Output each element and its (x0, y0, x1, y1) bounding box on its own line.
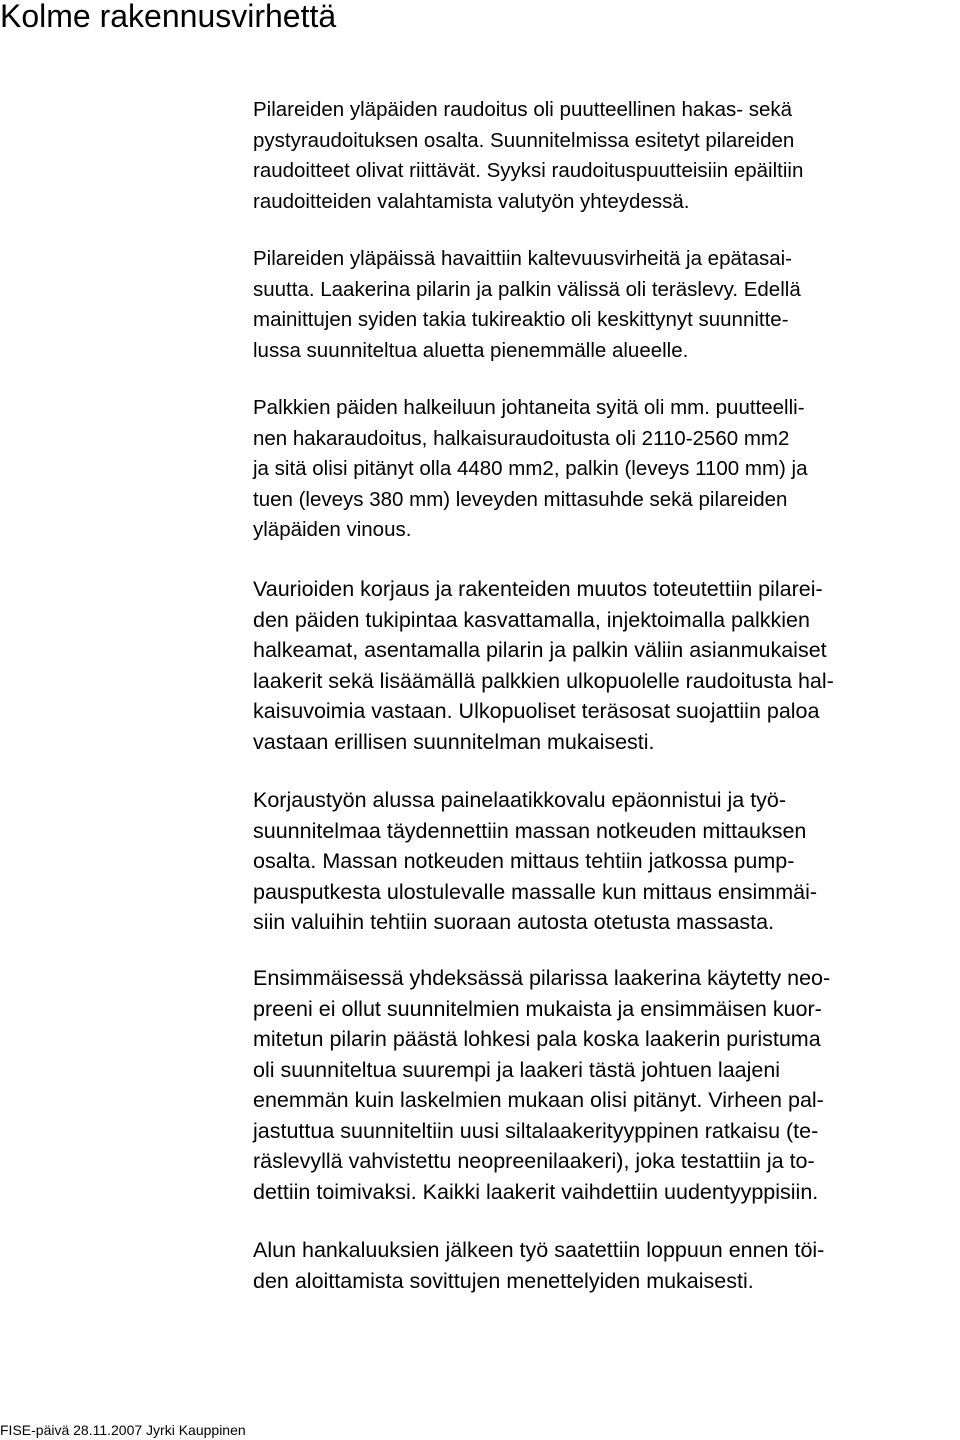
paragraph-1 (253, 95, 960, 217)
text-line: Palkkien päiden halkeiluun johtaneita syitä oli mm. puutteelli- (253, 396, 805, 419)
text-line: räslevyllä vahvistettu neopreenilaakeri), joka testattiin ja to- (253, 1149, 815, 1173)
text-line: preeni ei ollut suunnitelmien mukaista ja ensimmäisen kuor- (253, 996, 822, 1021)
text-line: suunnitelmaa täydennettiin massan notkeuden mittauksen (253, 818, 807, 843)
text-line: raudoitteet olivat riittävät. Syyksi raudoituspuutteisiin epäiltiin (253, 159, 804, 182)
paragraph-6 (253, 963, 960, 1207)
text-line: Pilareiden yläpäiden raudoitus oli puutteellinen hakas- sekä (253, 98, 793, 121)
text-line: Vaurioiden korjaus ja rakenteiden muutos toteutettiin pilarei- (253, 577, 823, 601)
text-line: raudoitteiden valahtamista valutyön yhteydessä. (253, 189, 690, 213)
text-line: den aloittamista sovittujen menettelyiden mukaisesti. (253, 1268, 754, 1293)
paragraph-5 (253, 785, 960, 938)
text-line: pystyraudoituksen osalta. Suunnitelmissa esitetyt pilareiden (253, 128, 795, 152)
text-line: siin valuihin tehtiin suoraan autosta otetusta massasta. (253, 910, 775, 934)
text-line: yläpäiden vinous. (253, 518, 412, 541)
text-line: suutta. Laakerina pilarin ja palkin välissä oli teräslevy. Edellä (253, 277, 801, 301)
paragraph-4 (253, 574, 960, 757)
text-line: Alun hankaluuksien jälkeen työ saatettiin loppuun ennen töi- (253, 1238, 825, 1262)
text-line: lussa suunniteltua aluetta pienemmälle alueelle. (253, 338, 689, 362)
text-line: mitetun pilarin päästä lohkesi pala koska laakerin puristuma (253, 1027, 821, 1051)
text-line: Korjaustyön alussa painelaatikkovalu epäonnistui ja työ- (253, 788, 787, 812)
text-line: pausputkesta ulostulevalle massalle kun mittaus ensimmäi- (253, 879, 818, 904)
text-line: Pilareiden yläpäissä havaittiin kaltevuusvirheitä ja epätasai- (253, 247, 792, 270)
text-line: dettiin toimivaksi. Kaikki laakerit vaihdettiin uudentyyppisiin. (253, 1179, 819, 1204)
text-line: den päiden tukipintaa kasvattamalla, injektoimalla palkkien (253, 607, 810, 632)
paragraph-7 (253, 1235, 960, 1296)
text-line: osalta. Massan notkeuden mittaus tehtiin jatkossa pump- (253, 849, 795, 873)
text-line: mainittujen syiden takia tukireaktio oli keskittynyt suunnitte- (253, 308, 789, 331)
text-line: tuen (leveys 380 mm) leveyden mittasuhde sekä pilareiden (253, 487, 788, 511)
paragraph-2 (253, 244, 960, 366)
page-title: Kolme rakennusvirhettä (0, 0, 337, 34)
text-line: kaisuvoimia vastaan. Ulkopuoliset teräsosat suojattiin paloa (253, 699, 820, 723)
text-line: nen hakaraudoitus, halkaisuraudoitusta oli 2110-2560 mm2 (253, 426, 790, 450)
text-line: Ensimmäisessä yhdeksässä pilarissa laakerina käytetty neo- (253, 966, 831, 990)
text-line: halkeamat, asentamalla pilarin ja palkin väliin asianmukaiset (253, 638, 827, 662)
paragraph-3 (253, 393, 960, 546)
text-line: oli suunniteltua suurempi ja laakeri tästä johtuen laajeni (253, 1057, 781, 1082)
text-line: ja sitä olisi pitänyt olla 4480 mm2, palkin (leveys 1100 mm) ja (253, 457, 808, 480)
text-line: enemmän kuin laskelmien mukaan olisi pitänyt. Virheen pal- (253, 1088, 824, 1112)
text-line: vastaan erillisen suunnitelman mukaisesti. (253, 729, 655, 754)
text-line: laakerit sekä lisäämällä palkkien ulkopuolelle raudoitusta hal- (253, 668, 834, 693)
footer-text: FISE-päivä 28.11.2007 Jyrki Kauppinen (0, 1422, 246, 1438)
text-line: jastuttua suunniteltiin uusi siltalaakerityyppinen ratkaisu (te- (253, 1118, 819, 1143)
